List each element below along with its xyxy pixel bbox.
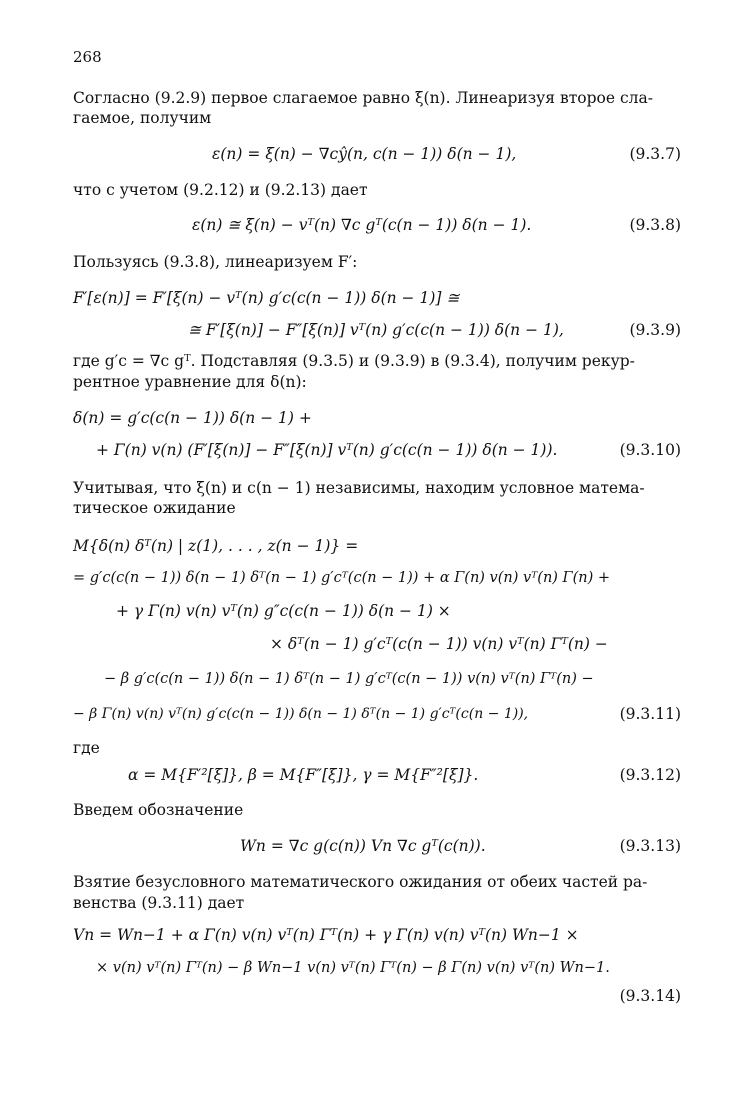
equation-number: (9.3.13) bbox=[619, 837, 681, 855]
equation-9-3-11-line-5: − β g′c(c(n − 1)) δ(n − 1) δᵀ(n − 1) g′cᵀ(c(n − 1)) v(n) vᵀ(n) Γᵀ(n) − bbox=[104, 671, 594, 687]
paragraph-line: Учитывая, что ξ(n) и c(n − 1) независимы, находим условное матема- bbox=[73, 479, 645, 497]
paragraph-line: где bbox=[73, 739, 100, 757]
paragraph-line: где g′c = ∇c gᵀ. Подставляя (9.3.5) и (9.3.9) в (9.3.4), получим рекур- bbox=[73, 352, 635, 370]
equation-9-3-8: ε(n) ≅ ξ(n) − vᵀ(n) ∇c gᵀ(c(n − 1)) δ(n − 1). bbox=[192, 216, 532, 234]
paragraph-line: Согласно (9.2.9) первое слагаемое равно ξ(n). Линеаризуя второе сла- bbox=[73, 89, 653, 107]
equation-9-3-7: ε(n) = ξ(n) − ∇ᴄŷ(n, c(n − 1)) δ(n − 1), bbox=[212, 145, 517, 163]
equation-9-3-9-line-1: F′[ε(n)] = F′[ξ(n) − vᵀ(n) g′c(c(n − 1)) δ(n − 1)] ≅ bbox=[73, 289, 460, 307]
equation-9-3-9-line-2: ≅ F′[ξ(n)] − F″[ξ(n)] vᵀ(n) g′c(c(n − 1)) δ(n − 1), bbox=[188, 321, 564, 339]
equation-9-3-11-line-6: − β Γ(n) v(n) vᵀ(n) g′c(c(n − 1)) δ(n − 1) δᵀ(n − 1) g′cᵀ(c(n − 1)), bbox=[73, 706, 529, 722]
equation-9-3-11-line-3: + γ Γ(n) v(n) vᵀ(n) g″c(c(n − 1)) δ(n − 1) × bbox=[116, 602, 451, 620]
paragraph-line: рентное уравнение для δ(n): bbox=[73, 373, 307, 391]
equation-number: (9.3.11) bbox=[619, 705, 681, 723]
paragraph-line: гаемое, получим bbox=[73, 109, 212, 127]
equation-9-3-12: α = M{F′²[ξ]}, β = M{F″[ξ]}, γ = M{F″²[ξ]}. bbox=[128, 766, 479, 784]
equation-9-3-14-line-2: × v(n) vᵀ(n) Γᵀ(n) − β Wn−1 v(n) vᵀ(n) Γᵀ(n) − β Γ(n) v(n) vᵀ(n) Wn−1. bbox=[96, 960, 610, 976]
paragraph-line: Взятие безусловного математического ожидания от обеих частей ра- bbox=[73, 873, 648, 891]
equation-9-3-13: Wn = ∇c g(c(n)) Vn ∇c gᵀ(c(n)). bbox=[240, 837, 486, 855]
paragraph-line: тическое ожидание bbox=[73, 499, 236, 517]
equation-9-3-11-line-1: M{δ(n) δᵀ(n) | z(1), . . . , z(n − 1)} = bbox=[73, 537, 359, 555]
equation-9-3-14-line-1: Vn = Wn−1 + α Γ(n) v(n) vᵀ(n) Γᵀ(n) + γ Γ(n) v(n) vᵀ(n) Wn−1 × bbox=[73, 926, 579, 944]
equation-9-3-11-line-4: × δᵀ(n − 1) g′cᵀ(c(n − 1)) v(n) vᵀ(n) Γᵀ(n) − bbox=[270, 635, 608, 653]
paragraph-line: венства (9.3.11) дает bbox=[73, 894, 245, 912]
equation-number: (9.3.9) bbox=[629, 321, 681, 339]
equation-number: (9.3.7) bbox=[629, 145, 681, 163]
equation-9-3-10-line-2: + Γ(n) v(n) (F′[ξ(n)] − F″[ξ(n)] vᵀ(n) g′c(c(n − 1)) δ(n − 1)). bbox=[96, 441, 558, 459]
paragraph-line: что с учетом (9.2.12) и (9.2.13) дает bbox=[73, 181, 368, 199]
paragraph-line: Введем обозначение bbox=[73, 801, 244, 819]
equation-9-3-11-line-2: = g′c(c(n − 1)) δ(n − 1) δᵀ(n − 1) g′cᵀ(c(n − 1)) + α Γ(n) v(n) vᵀ(n) Γ(n) + bbox=[73, 570, 611, 586]
paragraph-line: Пользуясь (9.3.8), линеаризуем F′: bbox=[73, 253, 358, 271]
equation-number: (9.3.12) bbox=[619, 766, 681, 784]
page-number: 268 bbox=[73, 48, 102, 66]
equation-number: (9.3.8) bbox=[629, 216, 681, 234]
equation-number: (9.3.10) bbox=[619, 441, 681, 459]
equation-number: (9.3.14) bbox=[619, 987, 681, 1005]
equation-9-3-10-line-1: δ(n) = g′c(c(n − 1)) δ(n − 1) + bbox=[73, 409, 312, 427]
